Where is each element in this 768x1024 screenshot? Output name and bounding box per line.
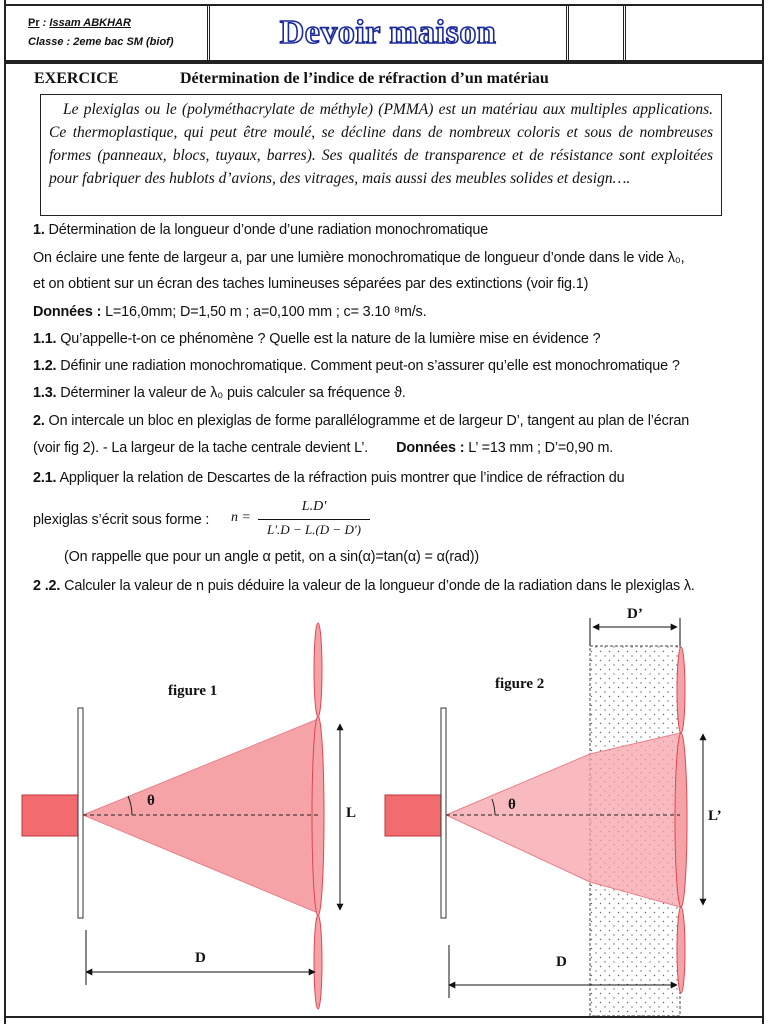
- diffraction-cone-1: [83, 719, 318, 913]
- figure-2-label: figure 2: [495, 676, 545, 692]
- q2-line2: [33, 440, 613, 456]
- bottom-border: [4, 1016, 764, 1018]
- q13-num: 1.3.: [33, 385, 57, 401]
- theta-label-2: θ: [508, 797, 516, 813]
- formula-denominator: L'.D − L.(D − D'): [267, 522, 361, 536]
- q12-num: 1.2.: [33, 358, 57, 374]
- central-spot-1: [312, 716, 324, 916]
- q12: [33, 358, 680, 374]
- formula-numerator: L.D': [301, 499, 327, 514]
- pr-label: Pr: [28, 17, 40, 29]
- q21-line2: plexiglas s’écrit sous forme :: [33, 512, 210, 528]
- figure-1: [22, 623, 340, 1009]
- q1-num: 1.: [33, 222, 45, 238]
- q2-num: 2.: [33, 413, 45, 429]
- class-label: Classe : 2eme bac SM (biof): [28, 36, 174, 48]
- q11-text: Qu’appelle-t-on ce phénomène ? Quelle est la nature de la lumière mise en évidence ?: [56, 331, 601, 347]
- donnees2-label: Données :: [396, 440, 465, 456]
- diffraction-cone-2: [446, 733, 680, 907]
- theta-label-1: θ: [147, 793, 155, 809]
- L-prime-label: L’: [708, 808, 722, 824]
- intro-box: [40, 94, 722, 216]
- q22-num: 2 .2.: [33, 578, 61, 594]
- donnees-1: [33, 304, 426, 320]
- intro-text: Le plexiglas ou le (polyméthacrylate de méthyle) (PMMA) est un matériau aux multiples applications. Ce thermoplastique, qui peut être moulé, se décline dans de nombreux coloris et sous de nombreuses formes (panneaux, blocs, tuyaux, barres). Ses qualités de transparence et de résistance sont exploitées pour fabriquer des hublots d’avions, des vitrages, mais aussi des meubles solides et design….: [49, 101, 713, 187]
- laser-source-2: [385, 795, 445, 836]
- q2-text: On intercale un bloc en plexiglas de forme parallélogramme et de largeur D’, tangent au plan de l’écran: [44, 413, 690, 429]
- donnees-text: L=16,0mm; D=1,50 m ; a=0,100 mm ; c= 3.10 ⁸m/s.: [101, 304, 427, 320]
- header-divider: [4, 62, 764, 64]
- fraction-bar: [258, 519, 370, 520]
- teacher-name: Issam ABKHAR: [49, 17, 131, 29]
- page-title: Devoir maison: [279, 14, 497, 51]
- q2-line1: [33, 413, 689, 429]
- q21-num: 2.1.: [33, 470, 57, 486]
- q2-text-2: (voir fig 2). - La largeur de la tache centrale devient L’.: [33, 440, 369, 456]
- pr-sep: :: [39, 17, 50, 29]
- rappel: (On rappelle que pour un angle α petit, on a sin(α)=tan(α) = α(rad)): [64, 549, 480, 565]
- q22: [33, 578, 695, 594]
- q11: [33, 331, 600, 347]
- formula-lhs: n =: [231, 510, 251, 525]
- donnees-label: Données :: [33, 304, 102, 320]
- q12-text: Définir une radiation monochromatique. Comment peut-on s’assurer qu’elle est monochromatique ?: [56, 358, 680, 374]
- central-spot-2: [675, 733, 687, 907]
- L-label: L: [346, 805, 357, 821]
- q1-text: Détermination de la longueur d’onde d’une radiation monochromatique: [44, 222, 489, 238]
- exercise-title: Détermination de l’indice de réfraction d’un matériau: [180, 70, 549, 87]
- slit-1: [78, 708, 83, 918]
- lower-spot-1: [314, 915, 322, 1009]
- figure-1-label: figure 1: [168, 683, 218, 699]
- D-prime-label: D’: [627, 606, 643, 622]
- upper-spot-2: [677, 647, 685, 733]
- figures-svg: [0, 600, 768, 1016]
- teacher-info: [6, 6, 210, 60]
- lower-spot-2: [677, 907, 685, 993]
- exercise-label: EXERCICE: [34, 70, 119, 87]
- D-label-1: D: [195, 950, 206, 966]
- slit-2: [441, 708, 446, 918]
- D-label-2: D: [556, 954, 567, 970]
- donnees2-text: L’ =13 mm ; D’=0,90 m.: [464, 440, 614, 456]
- upper-spot-1: [314, 623, 322, 717]
- header-box: [4, 4, 764, 62]
- q1-heading: [33, 222, 488, 238]
- q22-text: Calculer la valeur de n puis déduire la valeur de la longueur d’onde de la radiation dans le plexiglas λ.: [60, 578, 695, 594]
- q13-text: Déterminer la valeur de λ₀ puis calculer sa fréquence ϑ.: [56, 385, 406, 401]
- q21-line1: [33, 470, 625, 486]
- q1-line2: et on obtient sur un écran des taches lumineuses séparées par des extinctions (voir fig.1): [33, 276, 589, 292]
- header-empty-cell: [566, 6, 626, 60]
- q1-line1: On éclaire une fente de largeur a, par une lumière monochromatique de longueur d’onde dans le vide λ₀,: [33, 250, 685, 266]
- q21-text: Appliquer la relation de Descartes de la réfraction puis montrer que l’indice de réfraction du: [56, 470, 625, 486]
- q11-num: 1.1.: [33, 331, 57, 347]
- laser-source-1: [22, 795, 82, 836]
- q13: [33, 385, 406, 401]
